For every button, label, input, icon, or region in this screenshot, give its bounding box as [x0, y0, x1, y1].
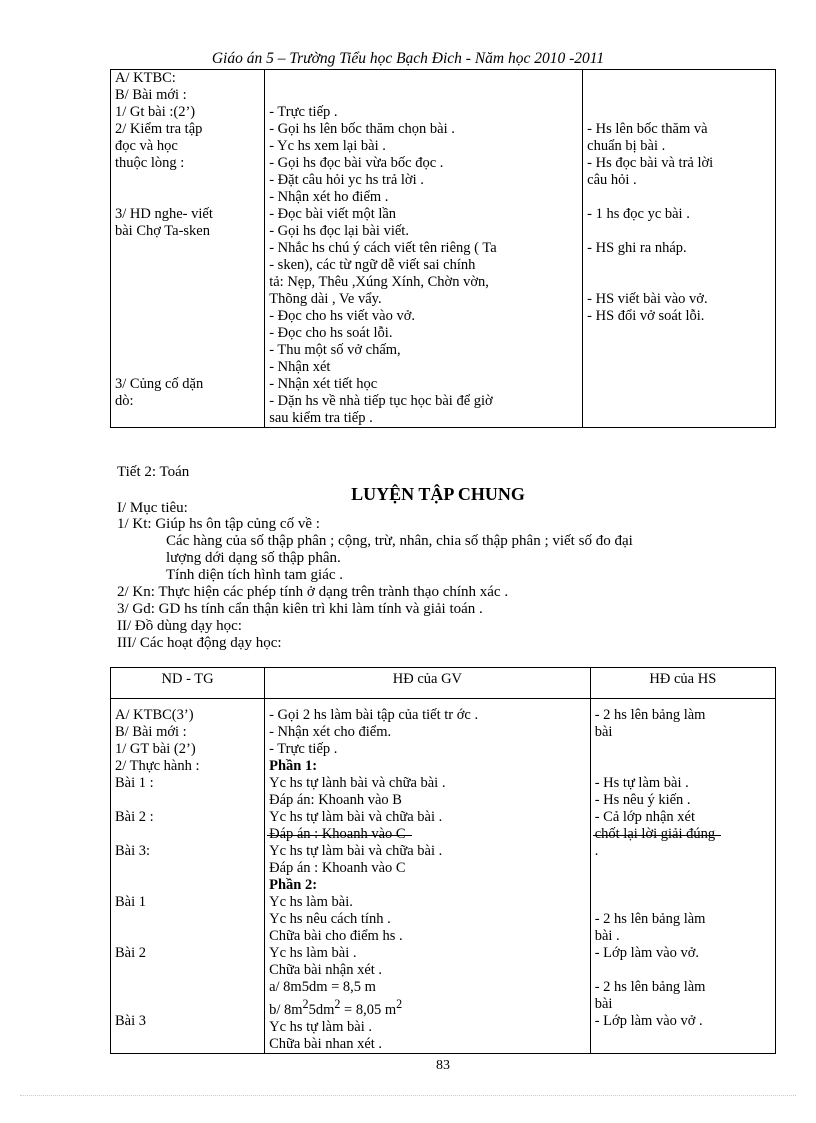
- t1-hs-line: [587, 70, 771, 87]
- t1-hs-line: - HS ghi ra nháp.: [587, 240, 687, 256]
- t1-hs-line: [587, 257, 771, 274]
- t1-gv-line: - Đọc cho hs viết vào vở.: [269, 308, 416, 324]
- lesson-table-2: [110, 667, 776, 1054]
- objective-kt: 1/ Kt: Giúp hs ôn tập củng cố về :: [117, 516, 320, 532]
- t2-content-line: Bài 2 :: [115, 809, 154, 825]
- page-bottom-divider: [20, 1095, 796, 1096]
- table1-col-student: [583, 70, 776, 428]
- page-number: 83: [436, 1058, 450, 1073]
- part2-heading: Phần 2:: [269, 877, 318, 893]
- t2-content-line: Bài 1: [115, 894, 147, 910]
- activities-heading: III/ Các hoạt động dạy học:: [117, 635, 282, 651]
- table1-col-content: [111, 70, 265, 428]
- t2-hs-line: bài: [594, 724, 613, 740]
- objective-kt-line2: lượng dới dạng số thập phân.: [166, 550, 341, 566]
- t1-content-line: bài Chợ Ta-sken: [115, 223, 210, 239]
- t2-content-line: [115, 979, 260, 996]
- table2-header-student: HĐ của HS: [590, 668, 775, 699]
- t2-content-line: [115, 962, 260, 979]
- t2-content-line: A/ KTBC(3’): [115, 707, 194, 723]
- t1-gv-line: - Thu một số vở chấm,: [269, 342, 401, 358]
- table2-header-teacher: HĐ của GV: [265, 668, 591, 699]
- t1-hs-line: - Hs đọc bài và trả lời: [587, 155, 714, 171]
- t1-content-line: [115, 257, 260, 274]
- objective-kt-line3: Tính diện tích hình tam giác .: [166, 567, 344, 583]
- t2-hs-line: - Hs nêu ý kiến .: [594, 792, 691, 808]
- t2-content-line: [115, 911, 260, 928]
- t2-content-line: [115, 877, 260, 894]
- t1-gv-line: - Nhận xét: [269, 359, 331, 375]
- t1-gv-line: - Dặn hs về nhà tiếp tục học bài để giờ: [269, 393, 493, 409]
- t1-gv-line: - Gọi hs đọc bài vừa bốc đọc .: [269, 155, 444, 171]
- t2-hs-line: bài .: [594, 928, 620, 944]
- t1-hs-line: [587, 104, 771, 121]
- t2-hs-line: - 2 hs lên bảng làm: [594, 979, 706, 995]
- t1-gv-line: - Đọc cho hs soát lỗi.: [269, 325, 393, 341]
- t1-gv-line: - Nhắc hs chú ý cách viết tên riêng ( Ta: [269, 240, 497, 256]
- t1-content-line: B/ Bài mới :: [115, 87, 187, 103]
- t2-gv-line: Yc hs làm bài .: [269, 945, 357, 961]
- t2-gv-line: Chữa bài nhan xét .: [269, 1035, 383, 1052]
- t1-hs-line: - HS viết bài vào vở.: [587, 291, 708, 307]
- t1-content-line: đọc và học: [115, 138, 178, 154]
- t2-content-line: Bài 2: [115, 945, 147, 961]
- t2-content-line: [115, 928, 260, 945]
- t2-content-line: [115, 792, 260, 809]
- objectives-heading: I/ Mục tiêu:: [117, 500, 188, 516]
- lesson-table-1: [110, 69, 776, 428]
- t2-content-line: Bài 3: [115, 1013, 147, 1029]
- t1-hs-line: câu hỏi .: [587, 172, 637, 188]
- t1-gv-line: [269, 87, 578, 104]
- page-header: Giáo án 5 – Trường Tiểu học Bạch Đich - Năm học 2010 -2011: [211, 50, 605, 67]
- table2-col-teacher: [265, 699, 591, 1054]
- table2-col-content: [111, 699, 265, 1054]
- t2-gv-line: Yc hs tự làm bài và chữa bài .: [269, 809, 443, 825]
- t2-content-line: 1/ GT bài (2’): [115, 741, 196, 757]
- t1-content-line: 1/ Gt bài :(2’): [115, 104, 196, 120]
- t2-gv-line: Đáp án : Khoanh vào C: [269, 826, 406, 842]
- t2-gv-line: Chữa bài nhận xét .: [269, 962, 383, 978]
- t1-gv-line: - Đọc bài viết một lần: [269, 206, 397, 222]
- t1-content-line: [115, 342, 260, 359]
- t2-content-line: Bài 1 :: [115, 775, 154, 791]
- t1-gv-line: - Yc hs xem lại bài .: [269, 138, 386, 154]
- table2-header-content: ND - TG: [111, 668, 265, 699]
- t1-gv-line: - Nhận xét tiết học: [269, 376, 378, 392]
- objective-kn: 2/ Kn: Thực hiện các phép tính ở dạng trên trành thạo chính xác .: [117, 584, 509, 600]
- materials-heading: II/ Đồ dùng dạy học:: [117, 618, 242, 634]
- t1-content-line: 2/ Kiểm tra tập: [115, 121, 203, 137]
- period-label: Tiết 2: Toán: [117, 464, 190, 480]
- t2-gv-line: Yc hs nêu cách tính .: [269, 911, 391, 927]
- t1-hs-line: [587, 189, 771, 206]
- t2-hs-line: - 2 hs lên bảng làm: [594, 911, 706, 927]
- t1-content-line: [115, 189, 260, 206]
- objective-gd: 3/ Gd: GD hs tính cẩn thận kiên trì khi làm tính và giải toán .: [117, 601, 483, 617]
- t2-content-line: [115, 860, 260, 877]
- t1-content-line: [115, 325, 260, 342]
- t2-gv-line: a/ 8m5dm = 8,5 m: [269, 979, 376, 995]
- t1-content-line: [115, 359, 260, 376]
- t1-gv-line: - Nhận xét ho điểm .: [269, 189, 389, 205]
- t2-gv-line: - Gọi 2 hs làm bài tập của tiết tr ớc .: [269, 707, 479, 723]
- t1-hs-line: - HS đổi vở soát lỗi.: [587, 308, 705, 324]
- t2-gv-line: Yc hs tự làm bài và chữa bài .: [269, 843, 443, 859]
- t1-hs-line: - Hs lên bốc thăm và: [587, 121, 708, 137]
- t2-gv-line: Đáp án: Khoanh vào B: [269, 792, 402, 808]
- t1-gv-line: tả: Nẹp, Thêu ,Xúng Xính, Chờn vờn,: [269, 274, 489, 290]
- t1-content-line: [115, 240, 260, 257]
- t2-gv-line: Đáp án : Khoanh vào C: [269, 860, 406, 876]
- t2-gv-line: - Nhận xét cho điểm.: [269, 724, 392, 740]
- table2-col-student: [590, 699, 775, 1054]
- t1-content-line: [115, 172, 260, 189]
- t2-gv-line: Yc hs tự làm bài .: [269, 1018, 372, 1035]
- t1-content-line: [115, 308, 260, 325]
- t2-content-line: [115, 826, 260, 843]
- t1-hs-line: chuẩn bị bài .: [587, 138, 666, 154]
- t2-content-line: 2/ Thực hành :: [115, 758, 200, 774]
- t1-content-line: 3/ HD nghe- viết: [115, 206, 213, 222]
- t2-gv-line: Chữa bài cho điểm hs .: [269, 928, 403, 944]
- t2-hs-line: - Lớp làm vào vở .: [594, 1013, 703, 1029]
- t2-content-line: [115, 996, 260, 1013]
- t1-gv-line: - sken), các từ ngữ dễ viết sai chính: [269, 257, 476, 273]
- t2-hs-line: - Lớp làm vào vở.: [594, 945, 700, 961]
- t1-hs-line: [587, 87, 771, 104]
- t2-hs-line: - 2 hs lên bảng làm: [594, 707, 706, 723]
- t1-gv-line: sau kiểm tra tiếp .: [269, 410, 373, 426]
- t1-content-line: thuộc lòng :: [115, 155, 185, 171]
- t1-gv-line: - Gọi hs lên bốc thăm chọn bài .: [269, 121, 455, 137]
- t2-hs-line: - Cả lớp nhận xét: [594, 809, 696, 825]
- t1-content-line: [115, 291, 260, 308]
- t1-gv-line: Thõng dài , Ve vẩy.: [269, 291, 382, 307]
- t2-content-line: B/ Bài mới :: [115, 724, 187, 740]
- t1-content-line: A/ KTBC:: [115, 70, 176, 86]
- t1-content-line: [115, 274, 260, 291]
- t1-hs-line: [587, 223, 771, 240]
- table1-col-teacher: [265, 70, 583, 428]
- t1-gv-line: - Trực tiếp .: [269, 104, 338, 120]
- t1-gv-line: - Đặt câu hỏi yc hs trả lời .: [269, 172, 424, 188]
- lesson-title: LUYỆN TẬP CHUNG: [351, 484, 525, 504]
- t2-hs-line: - Hs tự làm bài .: [594, 775, 689, 791]
- objective-kt-line1: Các hàng của số thập phân ; cộng, trừ, nhân, chia số thập phân ; viết số đo đại: [166, 533, 633, 549]
- t1-content-line: 3/ Củng cố dặn: [115, 376, 204, 392]
- t2-hs-line: chốt lại lời giải đúng: [594, 826, 716, 842]
- t1-content-line: dò:: [115, 393, 134, 409]
- t1-gv-line: - Gọi hs đọc lại bài viết.: [269, 223, 409, 239]
- t2-gv-line: Yc hs làm bài.: [269, 894, 353, 910]
- t2-gv-line: - Trực tiếp .: [269, 741, 338, 757]
- part1-heading: Phần 1:: [269, 758, 318, 774]
- t2-hs-line: bài: [594, 996, 613, 1012]
- t2-gv-line: Yc hs tự lành bài và chữa bài .: [269, 775, 446, 791]
- t2-hs-line: .: [594, 843, 599, 859]
- t1-hs-line: [587, 274, 771, 291]
- t1-hs-line: - 1 hs đọc yc bài .: [587, 206, 690, 222]
- area-conversion-line: b/ $8m^25dm^2 = 8,05$ $m^2$: [269, 997, 403, 1018]
- t1-gv-line: [269, 70, 578, 87]
- t2-content-line: Bài 3:: [115, 843, 151, 859]
